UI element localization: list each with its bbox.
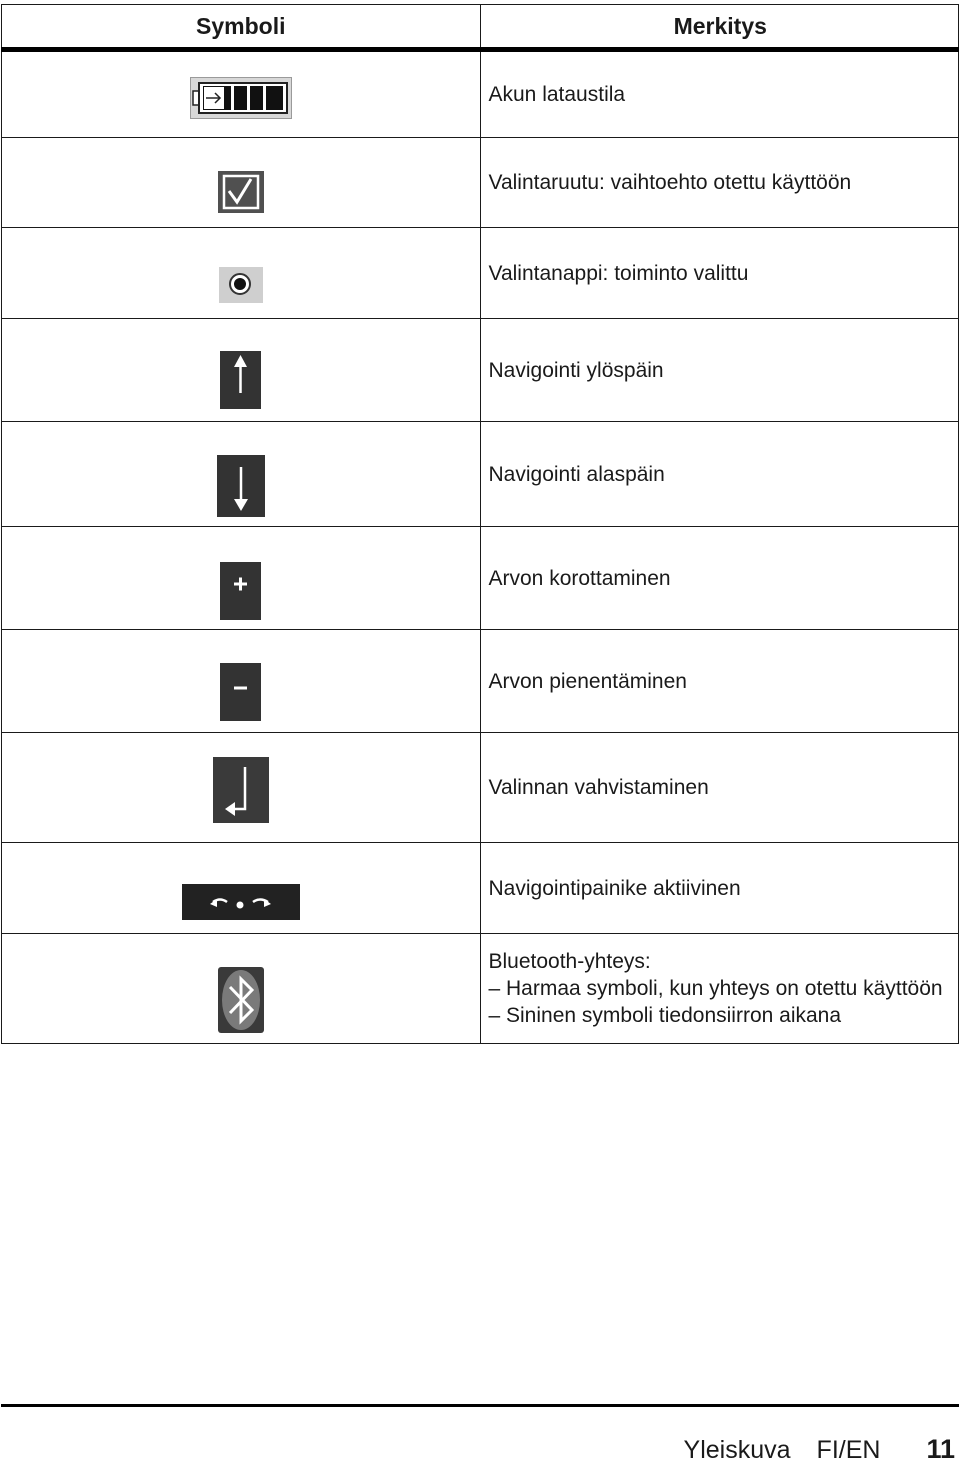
meaning-text: Valinnan vahvistaminen (488, 776, 709, 799)
enter-icon (213, 757, 269, 823)
checkbox-checked-icon (218, 171, 264, 213)
symbol-cell (2, 843, 481, 934)
meaning-text: Akun lataustila (488, 83, 626, 106)
symbol-cell (2, 228, 481, 319)
meaning-cell (480, 138, 959, 228)
footer-language: FI/EN (816, 1436, 881, 1464)
symbol-cell (2, 630, 481, 733)
meaning-text: Navigointipainike aktiivinen (488, 876, 741, 900)
symbol-cell (2, 934, 481, 1044)
table-row (2, 934, 959, 1044)
symbol-cell (2, 319, 481, 422)
table-row (2, 843, 959, 934)
page-footer (684, 1434, 955, 1465)
meaning-cell (480, 422, 959, 527)
meaning-text: Arvon korottaminen (488, 566, 671, 590)
battery-charge-icon (190, 77, 292, 119)
table-row (2, 228, 959, 319)
meaning-cell (480, 934, 959, 1044)
symbol-cell (2, 138, 481, 228)
minus-icon (220, 663, 261, 721)
table-row (2, 630, 959, 733)
meaning-cell (480, 228, 959, 319)
meaning-text: – Sininen symboli tiedonsiirron aikana (488, 1004, 842, 1027)
meaning-cell (480, 50, 959, 138)
meaning-text: Navigointi ylöspäin (488, 358, 664, 382)
table-header-row (2, 5, 959, 50)
symbol-table (1, 4, 959, 1044)
meaning-cell (480, 630, 959, 733)
meaning-text: Bluetooth-yhteys: (488, 950, 651, 973)
table-row (2, 733, 959, 843)
meaning-text: Valintaruutu: vaihtoehto otettu käyttöön (488, 171, 852, 194)
meaning-cell (480, 733, 959, 843)
footer-divider (1, 1404, 959, 1407)
radio-selected-icon (219, 267, 263, 303)
meaning-text: – Harmaa symboli, kun yhteys on otettu käyttöön (488, 977, 943, 1000)
symbol-cell (2, 422, 481, 527)
arrow-down-icon (217, 455, 265, 517)
meaning-text: Navigointi alaspäin (488, 462, 665, 486)
footer-section-title: Yleiskuva (683, 1436, 791, 1464)
table-row (2, 422, 959, 527)
nav-button-active-icon (182, 884, 300, 920)
table-row (2, 50, 959, 138)
header-meaning: Merkitys (480, 5, 959, 50)
meaning-cell (480, 319, 959, 422)
plus-icon (220, 562, 261, 620)
page-number: 11 (926, 1434, 955, 1464)
meaning-cell (480, 843, 959, 934)
meaning-cell (480, 527, 959, 630)
table-row (2, 527, 959, 630)
header-symbol: Symboli (2, 5, 481, 50)
meaning-text: Valintanappi: toiminto valittu (488, 261, 749, 285)
arrow-up-icon (220, 351, 261, 409)
meaning-text: Arvon pienentäminen (488, 669, 687, 693)
table-row (2, 319, 959, 422)
symbol-cell (2, 733, 481, 843)
symbol-cell (2, 527, 481, 630)
table-row (2, 138, 959, 228)
bluetooth-icon (218, 967, 264, 1033)
symbol-cell (2, 50, 481, 138)
